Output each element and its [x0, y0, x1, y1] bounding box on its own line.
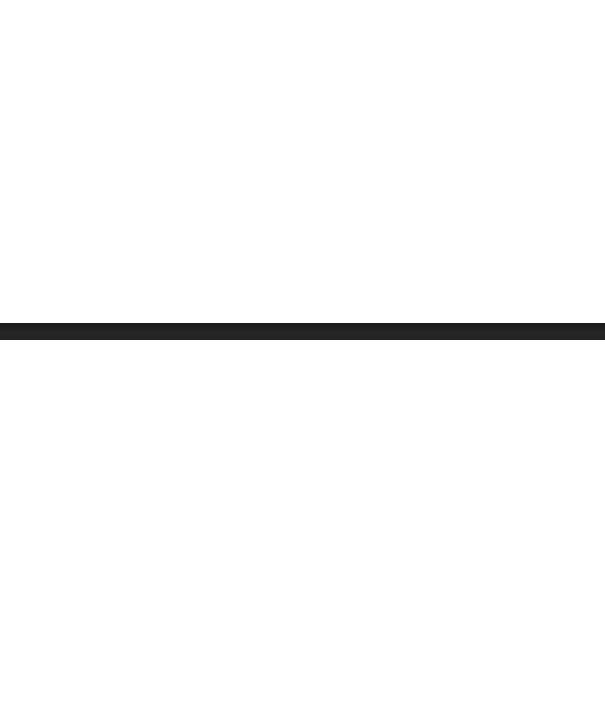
page-155: [0, 0, 605, 323]
page-156: [0, 340, 605, 706]
page-divider: [0, 323, 605, 340]
